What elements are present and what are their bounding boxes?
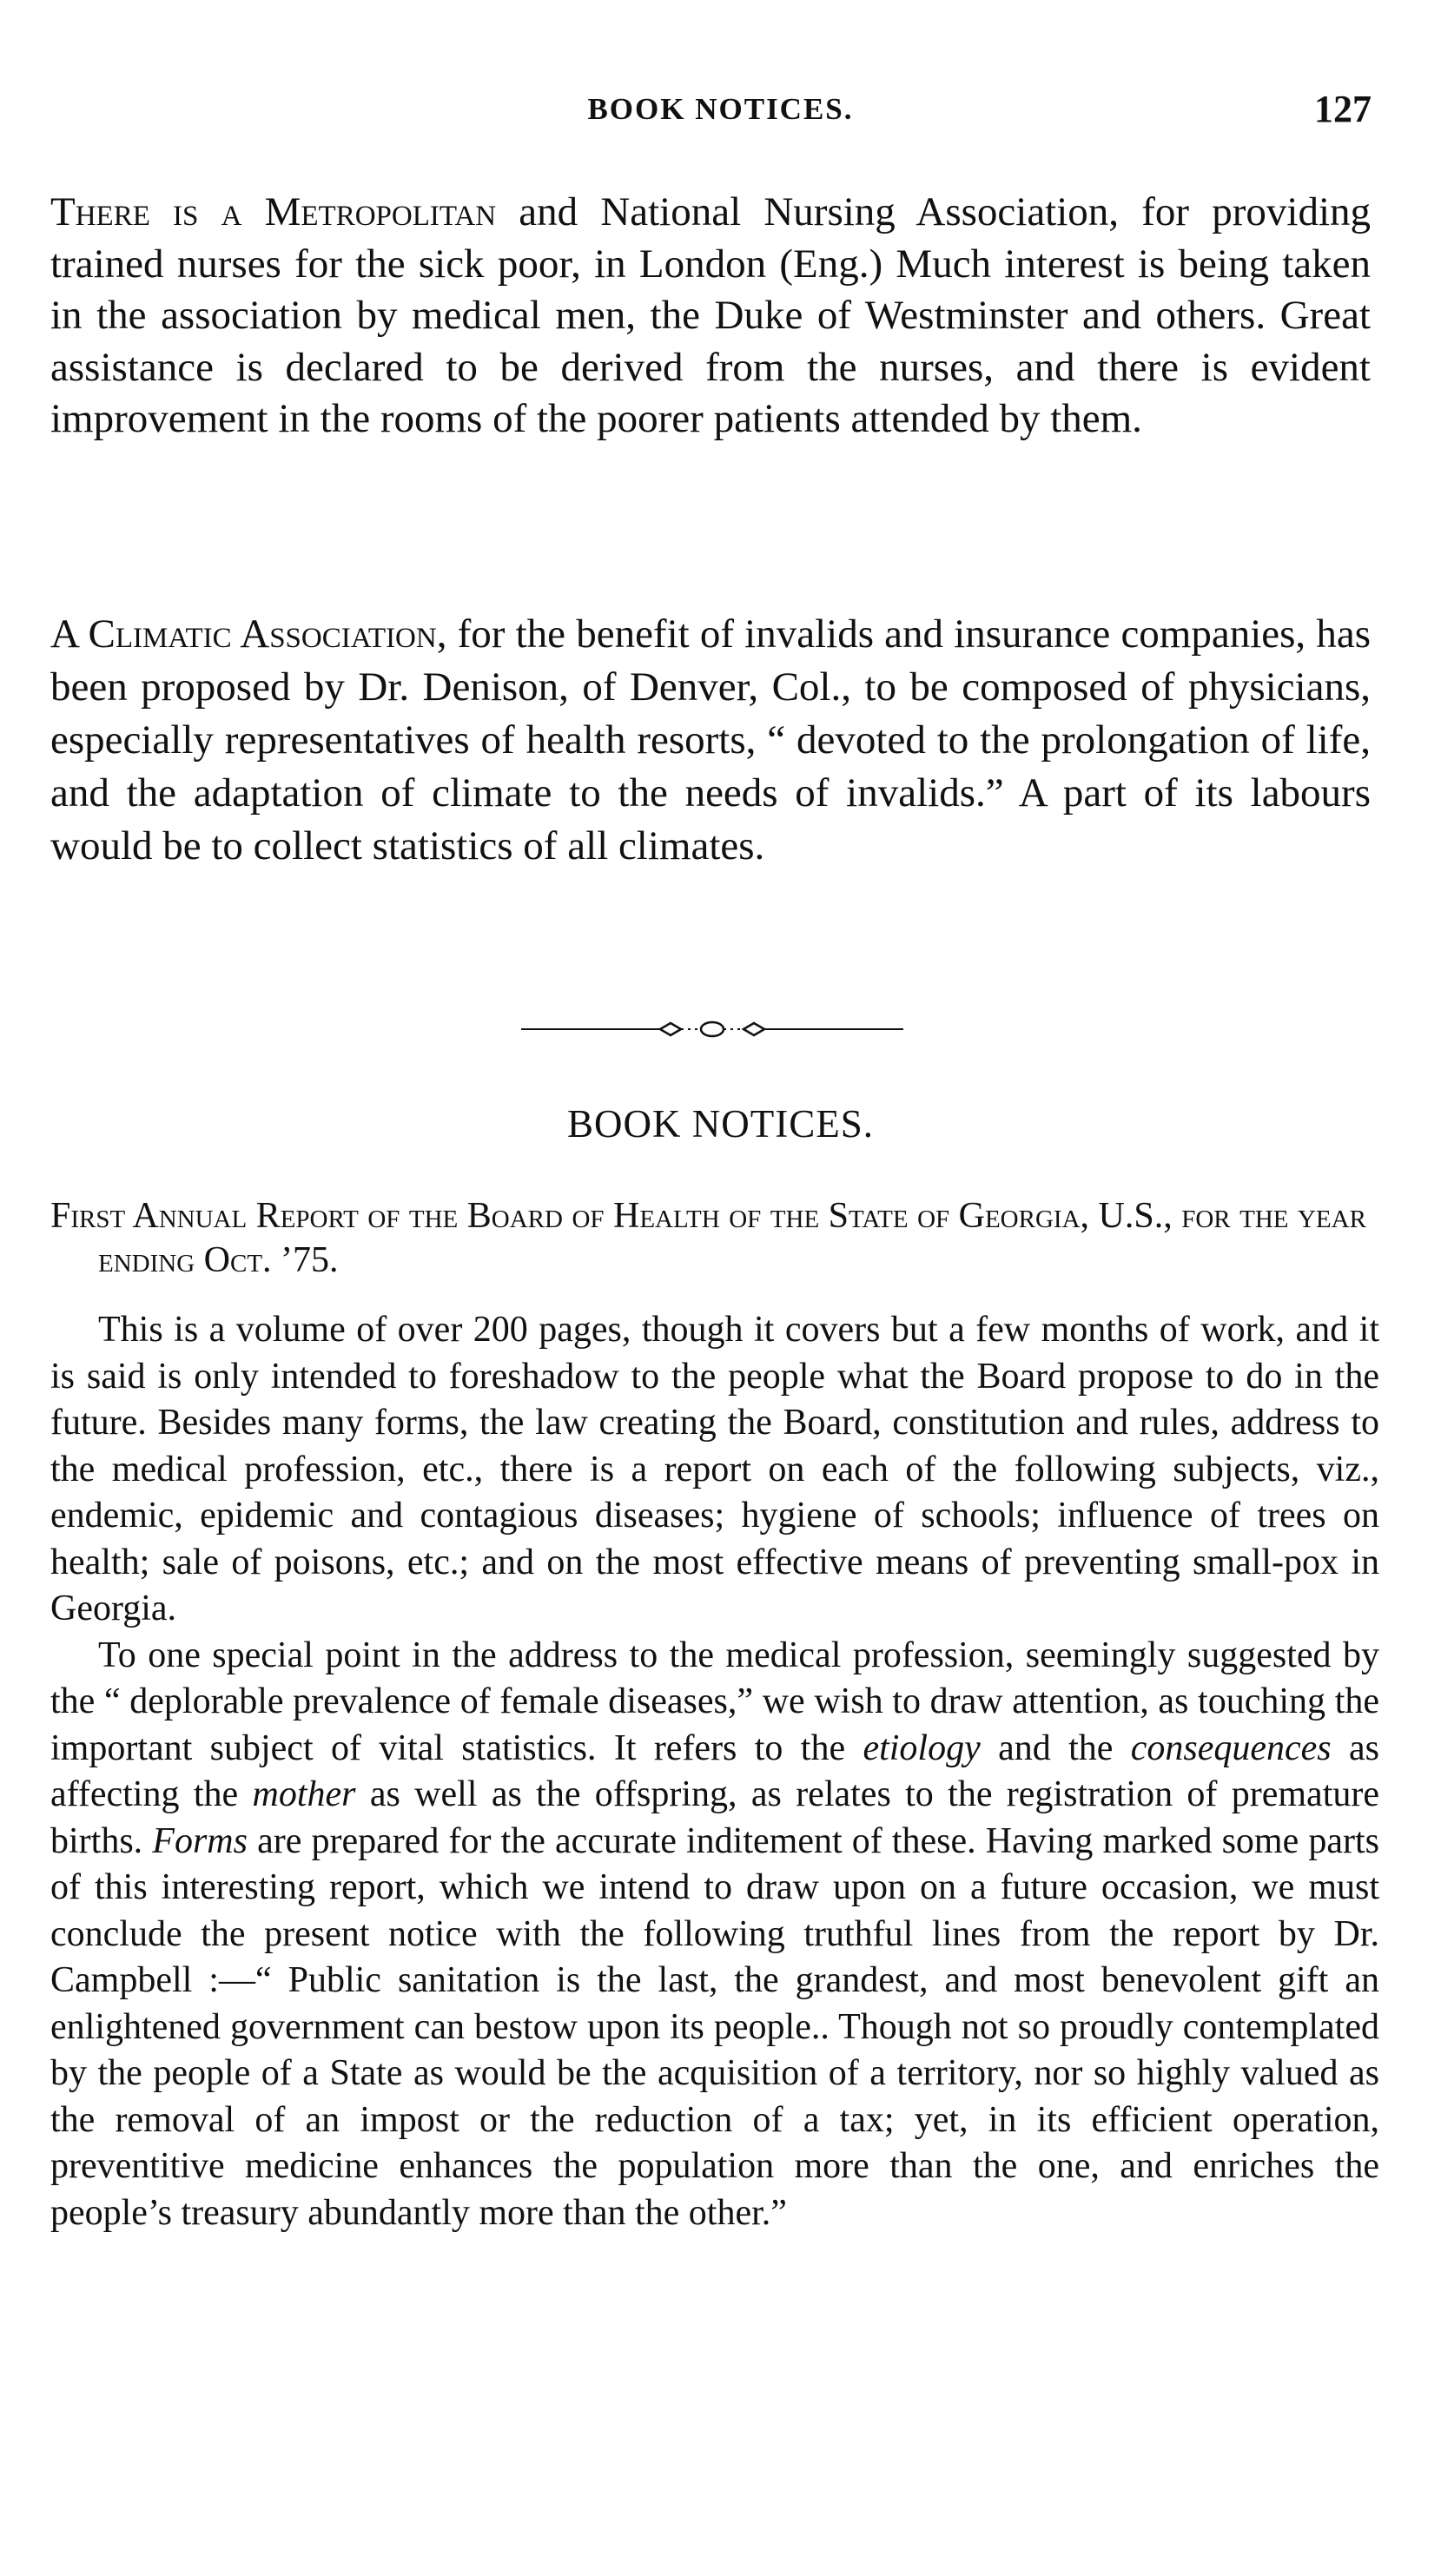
section-divider-ornament <box>521 1012 903 1047</box>
italic-term: consequences <box>1130 1727 1332 1768</box>
running-title: BOOK NOTICES. <box>587 92 854 126</box>
notice-lead: A Climatic Association, <box>50 611 447 657</box>
running-head <box>0 87 1441 139</box>
review-title: First Annual Report of the Board of Health of the State of Georgia, U.S., for the year ending Oct. ’75. <box>50 1196 1366 1280</box>
paragraph-text: as well as the offspring, as relates to the registration of premature births. <box>50 1774 1379 1861</box>
notice-lead: There is a Metropolitan <box>50 189 497 234</box>
paragraph-text: as affecting the <box>50 1727 1379 1814</box>
italic-term: mother <box>252 1774 356 1814</box>
review-body <box>50 1307 1379 2236</box>
italic-term: etiology <box>863 1727 981 1768</box>
review-paragraph-2 <box>50 1633 1379 2237</box>
page-number: 127 <box>1314 88 1372 130</box>
section-heading: BOOK NOTICES. <box>566 1102 874 1146</box>
notice-nursing-association <box>50 187 1371 446</box>
divider-diamond-right <box>744 1023 764 1035</box>
notice-climatic-association <box>50 608 1371 873</box>
italic-term: Forms <box>152 1820 248 1861</box>
review-paragraph-1: This is a volume of over 200 pages, though it covers but a few months of work, and it is said is only intended to foreshadow to the people what the Board propose to do in the future. Besides many forms, the law creating the Board, constitution and rules, address to the medical profession, etc., there is a report on each of the following subjects, viz., endemic, epidemic and contagious diseases; hygiene of schools; influence of trees on health; sale of poisons, etc.; and on the most effective means of preventing small-pox in Georgia. <box>50 1310 1379 1628</box>
notice-text: for the benefit of invalids and insurance companies, has been proposed by Dr. Denison, of Denver, Col., to be composed of physicians, especially representatives of health resorts, “ devoted to the prolongation of life, and the adaptation of climate to the needs of invalids.” A part of its labours would be to collect statistics of all climates. <box>50 611 1372 869</box>
paragraph-text: To one special point in the address to the medical profession, seemingly suggested by the “ deplorable prevalence of female diseases,” we wish to draw attention, as touching the important subject of vital statistics. It refers to the <box>50 1635 1379 1768</box>
notice-text: and National Nursing Association, for providing trained nurses for the sick poor, in London (Eng.) Much interest is being taken in the association by medical men, the Duke of Westminster and others. Great assistance is declared to be derived from the nurses, and there is evident improvement in the rooms of the poorer patients attended by them. <box>50 189 1372 441</box>
divider-oval <box>701 1022 724 1036</box>
divider-diamond-left <box>660 1023 681 1035</box>
paragraph-text: and the <box>980 1727 1131 1768</box>
paragraph-text: are prepared for the accurate inditement of these. Having marked some parts of this interesting report, which we intend to draw upon on a future occasion, we must conclude the present notice with the following truthful lines from the report by Dr. Campbell :—“ Public sanitation is the last, the grandest, and most benevolent gift an enlightened government can bestow upon its people.. Though not so proudly contemplated by the people of a State as would be the acquisition of a territory, nor so highly valued as the removal of an impost or the reduction of a tax; yet, in its efficient operation, preventitive medicine enhances the population more than the one, and enriches the people’s treasury abundantly more than the other.” <box>50 1820 1379 2233</box>
